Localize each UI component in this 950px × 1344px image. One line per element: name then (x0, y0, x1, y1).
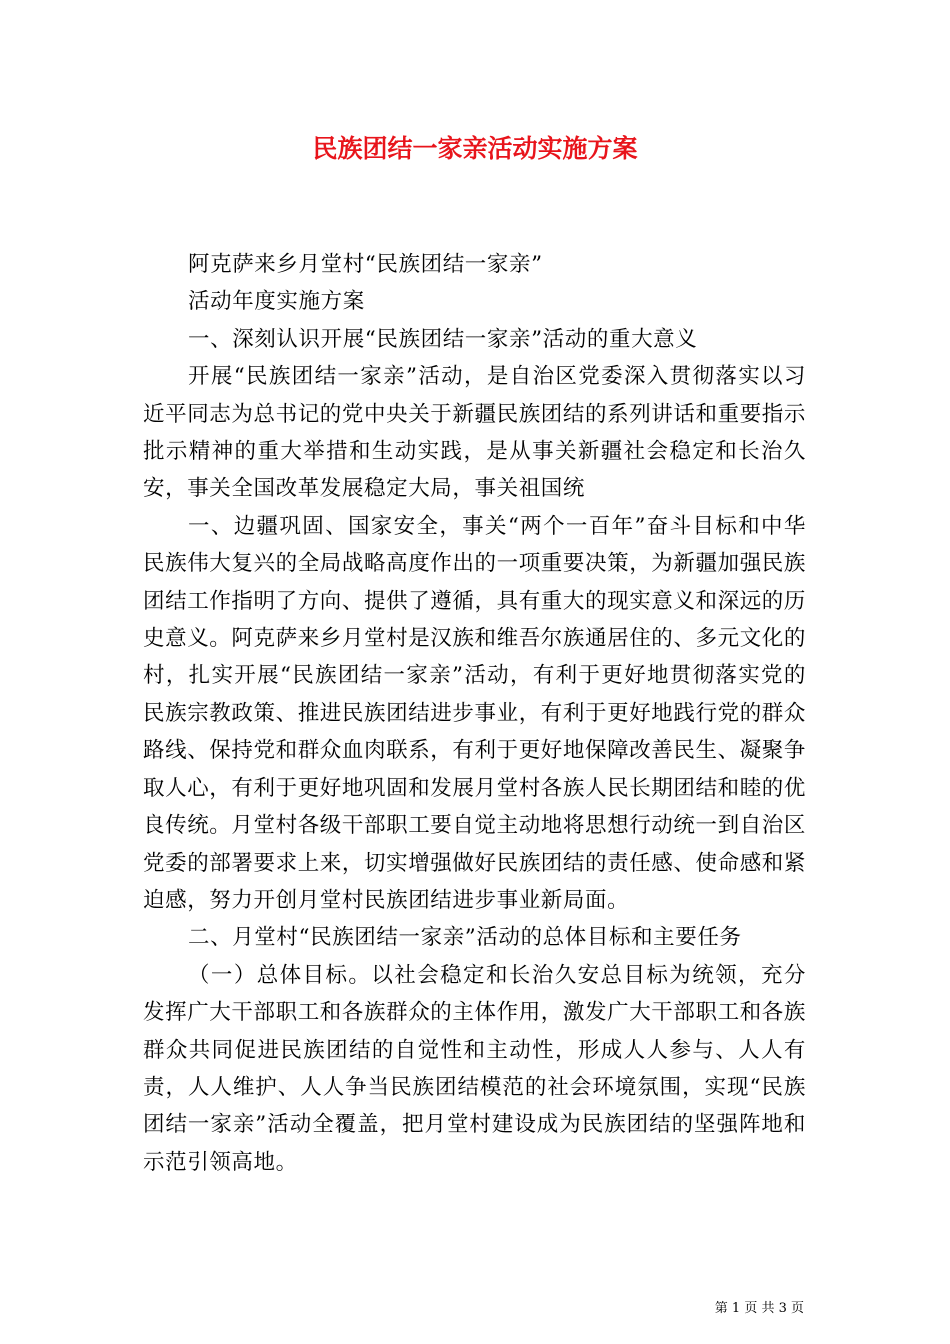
body-paragraph: 一、边疆巩固、国家安全，事关“两个一百年”奋斗目标和中华民族伟大复兴的全局战略高度作出的一项重要决策，为新疆加强民族团结工作指明了方向、提供了遵循，具有重大的现实意义和深远的历史意义。阿克萨来乡月堂村是汉族和维吾尔族通居住的、多元文化的村，扎实开展“民族团结一家亲”活动，有利于更好地贯彻落实党的民族宗教政策、推进民族团结进步事业，有利于更好地践行党的群众路线、保持党和群众血肉联系，有利于更好地保障改善民生、凝聚争取人心，有利于更好地巩固和发展月堂村各族人民长期团结和睦的优良传统。月堂村各级干部职工要自觉主动地将思想行动统一到自治区党委的部署要求上来，切实增强做好民族团结的责任感、使命感和紧迫感，努力开创月堂村民族团结进步事业新局面。 (143, 513, 807, 913)
document-body (143, 246, 806, 1181)
body-paragraph: 开展“民族团结一家亲”活动，是自治区党委深入贯彻落实以习近平同志为总书记的党中央关于新疆民族团结的系列讲话和重要指示批示精神的重大举措和生动实践，是从事关新疆社会稳定和长治久安，事关全国改革发展稳定大局，事关祖国统 (143, 364, 807, 502)
body-paragraph: （一）总体目标。以社会稳定和长治久安总目标为统领，充分发挥广大干部职工和各族群众的主体作用，激发广大干部职工和各族群众共同促进民族团结的自觉性和主动性，形成人人参与、人人有责，人人维护、人人争当民族团结模范的社会环境氛围，实现“民族团结一家亲”活动全覆盖，把月堂村建设成为民族团结的坚强阵地和示范引领高地。 (143, 962, 807, 1175)
document-title: 民族团结一家亲活动实施方案 (312, 134, 638, 163)
page-number-footer: 第 1 页 共 3 页 (714, 1301, 804, 1316)
subtitle-line-2: 活动年度实施方案 (188, 289, 365, 315)
section-heading-1: 一、深刻认识开展“民族团结一家亲”活动的重大意义 (188, 326, 698, 352)
section-heading-2: 二、月堂村“民族团结一家亲”活动的总体目标和主要任务 (188, 925, 742, 951)
subtitle-line-1: 阿克萨来乡月堂村“民族团结一家亲” (188, 252, 543, 277)
